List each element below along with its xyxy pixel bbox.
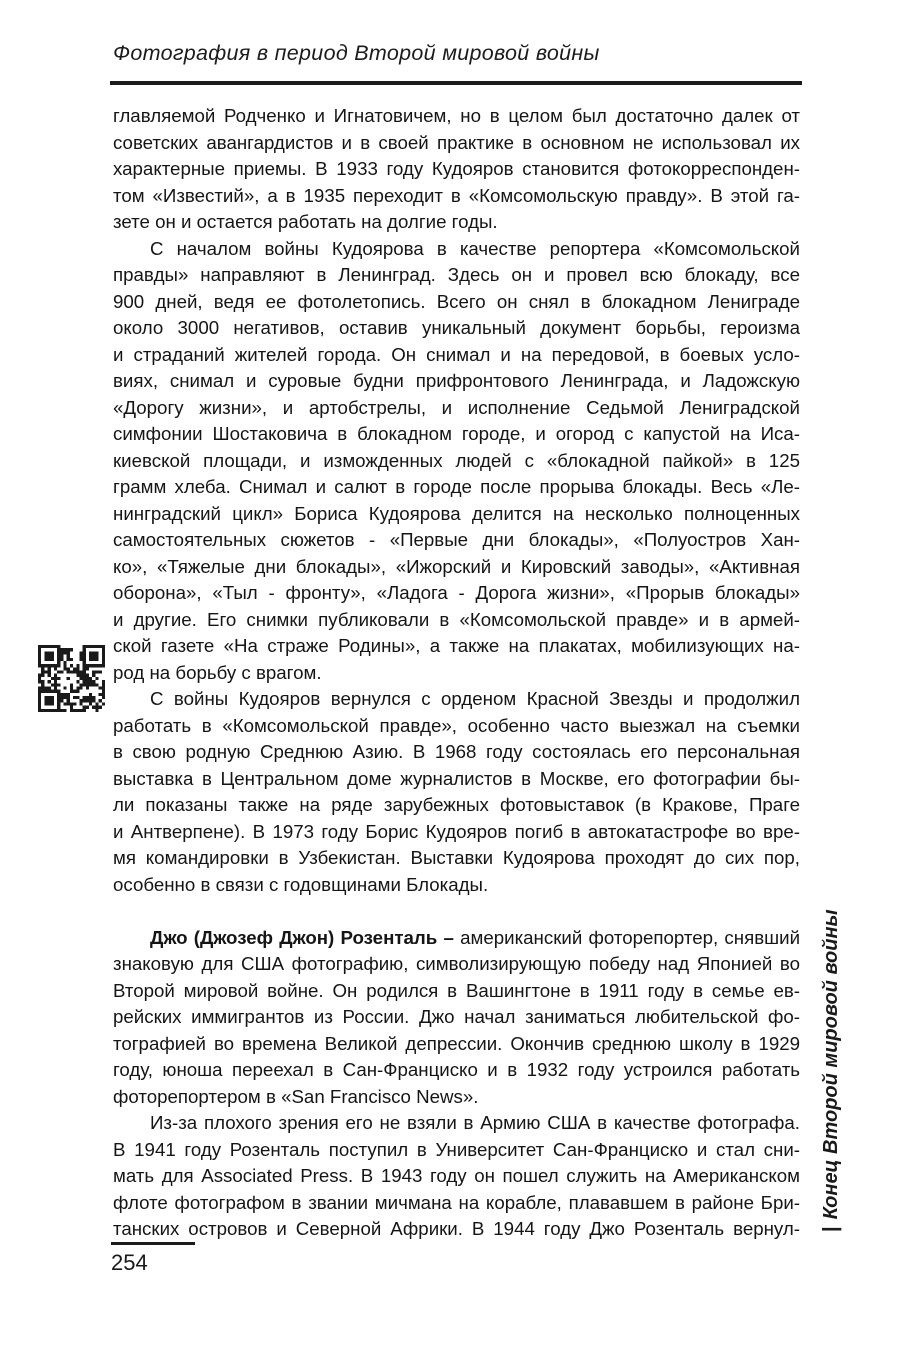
text-line: Второй мировой войне. Он родился в Вашингтоне в 1911 году в семье ев- bbox=[113, 979, 800, 1001]
paragraph-gap bbox=[113, 898, 800, 925]
text-line: тографией во времена Великой депрессии. Окончив среднюю школу в 1929 bbox=[113, 1032, 800, 1054]
text-line: правды» направляют в Ленинград. Здесь он и провел всю блокаду, все bbox=[113, 264, 800, 285]
text-line: В 1941 году Розенталь поступил в Университет Сан-Франциско и стал сни- bbox=[113, 1138, 800, 1160]
text-line: ли показаны также на ряде зарубежных фотовыставок (в Кракове, Праге bbox=[113, 794, 800, 815]
text-line: выставка в Центральном доме журналистов в Москве, его фотографии бы- bbox=[113, 767, 800, 789]
paragraph bbox=[113, 236, 800, 687]
header-rule bbox=[110, 81, 802, 85]
footer-rule bbox=[111, 1242, 195, 1245]
text-line: главляемой Родченко и Игнатовичем, но в целом был достаточно далек от bbox=[113, 105, 800, 126]
text-line: советских авангардистов и в своей практике в основном не использовал их bbox=[113, 131, 800, 153]
text-line: и Антверпене). В 1973 году Борис Кудояров погиб в автокатастрофе во вре- bbox=[113, 820, 800, 842]
text-line: С войны Кудояров вернулся с орденом Красной Звезды и продолжил bbox=[150, 688, 800, 709]
bold-lead: Джо (Джозеф Джон) Розенталь – bbox=[150, 926, 454, 948]
text-line: работать в «Комсомольской правде», особенно часто выезжал на съемки bbox=[113, 714, 800, 736]
text-line: самостоятельных сюжетов - «Первые дни блокады», «Полуостров Хан- bbox=[113, 529, 800, 550]
qr-code bbox=[38, 645, 105, 712]
text-line: Джо (Джозеф Джон) Розенталь – американский фоторепортер, снявший bbox=[150, 926, 800, 948]
paragraph bbox=[113, 925, 800, 1111]
text-line: том «Известий», а в 1935 переходит в «Комсомольскую правду». В этой га- bbox=[113, 184, 800, 206]
text-line: виях, снимал и суровые будни прифронтового Ленинграда, и Ладожскую bbox=[113, 370, 800, 391]
text-line: знаковую для США фотографию, символизирующую победу над Японией во bbox=[113, 953, 800, 974]
running-header: Фотография в период Второй мировой войны bbox=[113, 41, 600, 65]
text-line: киевской площади, и изможденных людей с «блокадной пайкой» в 125 bbox=[113, 449, 800, 471]
paragraph bbox=[113, 1110, 800, 1243]
text-line: в свою родную Среднюю Азию. В 1968 году состоялась его персональная bbox=[113, 741, 800, 762]
text-line: 900 дней, ведя ее фотолетопись. Всего он снял в блокадном Лениграде bbox=[113, 290, 800, 312]
text-line: году, юноша переехал в Сан-Франциско и в 1932 году устроился работать bbox=[113, 1059, 800, 1080]
text-line: «Дорогу жизни», и артобстрелы, и исполнение Седьмой Лениградской bbox=[113, 396, 800, 418]
page-number: 254 bbox=[111, 1250, 148, 1275]
text-line: грамм хлеба. Снимал и салют в городе после прорыва блокады. Весь «Ле- bbox=[113, 476, 800, 497]
text-line: С началом войны Кудоярова в качестве репортера «Комсомольской bbox=[150, 237, 800, 259]
text-line: ко», «Тяжелые дни блокады», «Ижорский и Кировский заводы», «Активная bbox=[113, 555, 800, 577]
text-line: мя командировки в Узбекистан. Выставки Кудоярова проходят до сих пор, bbox=[113, 847, 800, 868]
text-line: ской газете «На страже Родины», а также на плакатах, мобилизующих на- bbox=[113, 635, 800, 656]
text-line: рейских иммигрантов из России. Джо начал заниматься любительской фо- bbox=[113, 1006, 800, 1027]
body-text bbox=[113, 103, 800, 1243]
text-line: и другие. Его снимки публиковали в «Комсомольской правде» и в армей- bbox=[113, 608, 800, 630]
text-line: флоте фотографом в звании мичмана на корабле, плававшем в районе Бри- bbox=[113, 1191, 800, 1213]
text-line: род на борьбу с врагом. bbox=[113, 661, 322, 683]
text-line: мать для Associated Press. В 1943 году он пошел служить на Американском bbox=[113, 1165, 800, 1186]
sidebar-section-caption bbox=[819, 909, 844, 1232]
text-line: особенно в связи с годовщинами Блокады. bbox=[113, 873, 489, 895]
paragraph bbox=[113, 103, 800, 236]
text-line: около 3000 негативов, оставив уникальный документ борьбы, героизма bbox=[113, 317, 800, 338]
text-line: и страданий жителей города. Он снимал и на передовой, в боевых усло- bbox=[113, 343, 800, 365]
text-line: оборона», «Тыл - фронту», «Ладога - Дорога жизни», «Прорыв блокады» bbox=[113, 582, 800, 603]
text-line: зете он и остается работать на долгие годы. bbox=[113, 211, 498, 232]
sidebar-divider: | bbox=[820, 1226, 842, 1232]
text-line: танских островов и Северной Африки. В 1944 году Джо Розенталь вернул- bbox=[113, 1218, 800, 1239]
text-line: нинградский цикл» Бориса Кудоярова делится на несколько полноценных bbox=[113, 502, 800, 524]
text-line: характерные приемы. В 1933 году Кудояров становится фотокорреспонден- bbox=[113, 158, 800, 179]
text-line: фоторепортером в «San Francisco News». bbox=[113, 1085, 479, 1107]
text-line: симфонии Шостаковича в блокадном городе, и огород с капустой на Иса- bbox=[113, 423, 800, 444]
text-line: Из-за плохого зрения его не взяли в Армию США в качестве фотографа. bbox=[150, 1112, 800, 1133]
sidebar-caption-label: Конец Второй мировой войны bbox=[820, 909, 842, 1220]
paragraph bbox=[113, 686, 800, 898]
